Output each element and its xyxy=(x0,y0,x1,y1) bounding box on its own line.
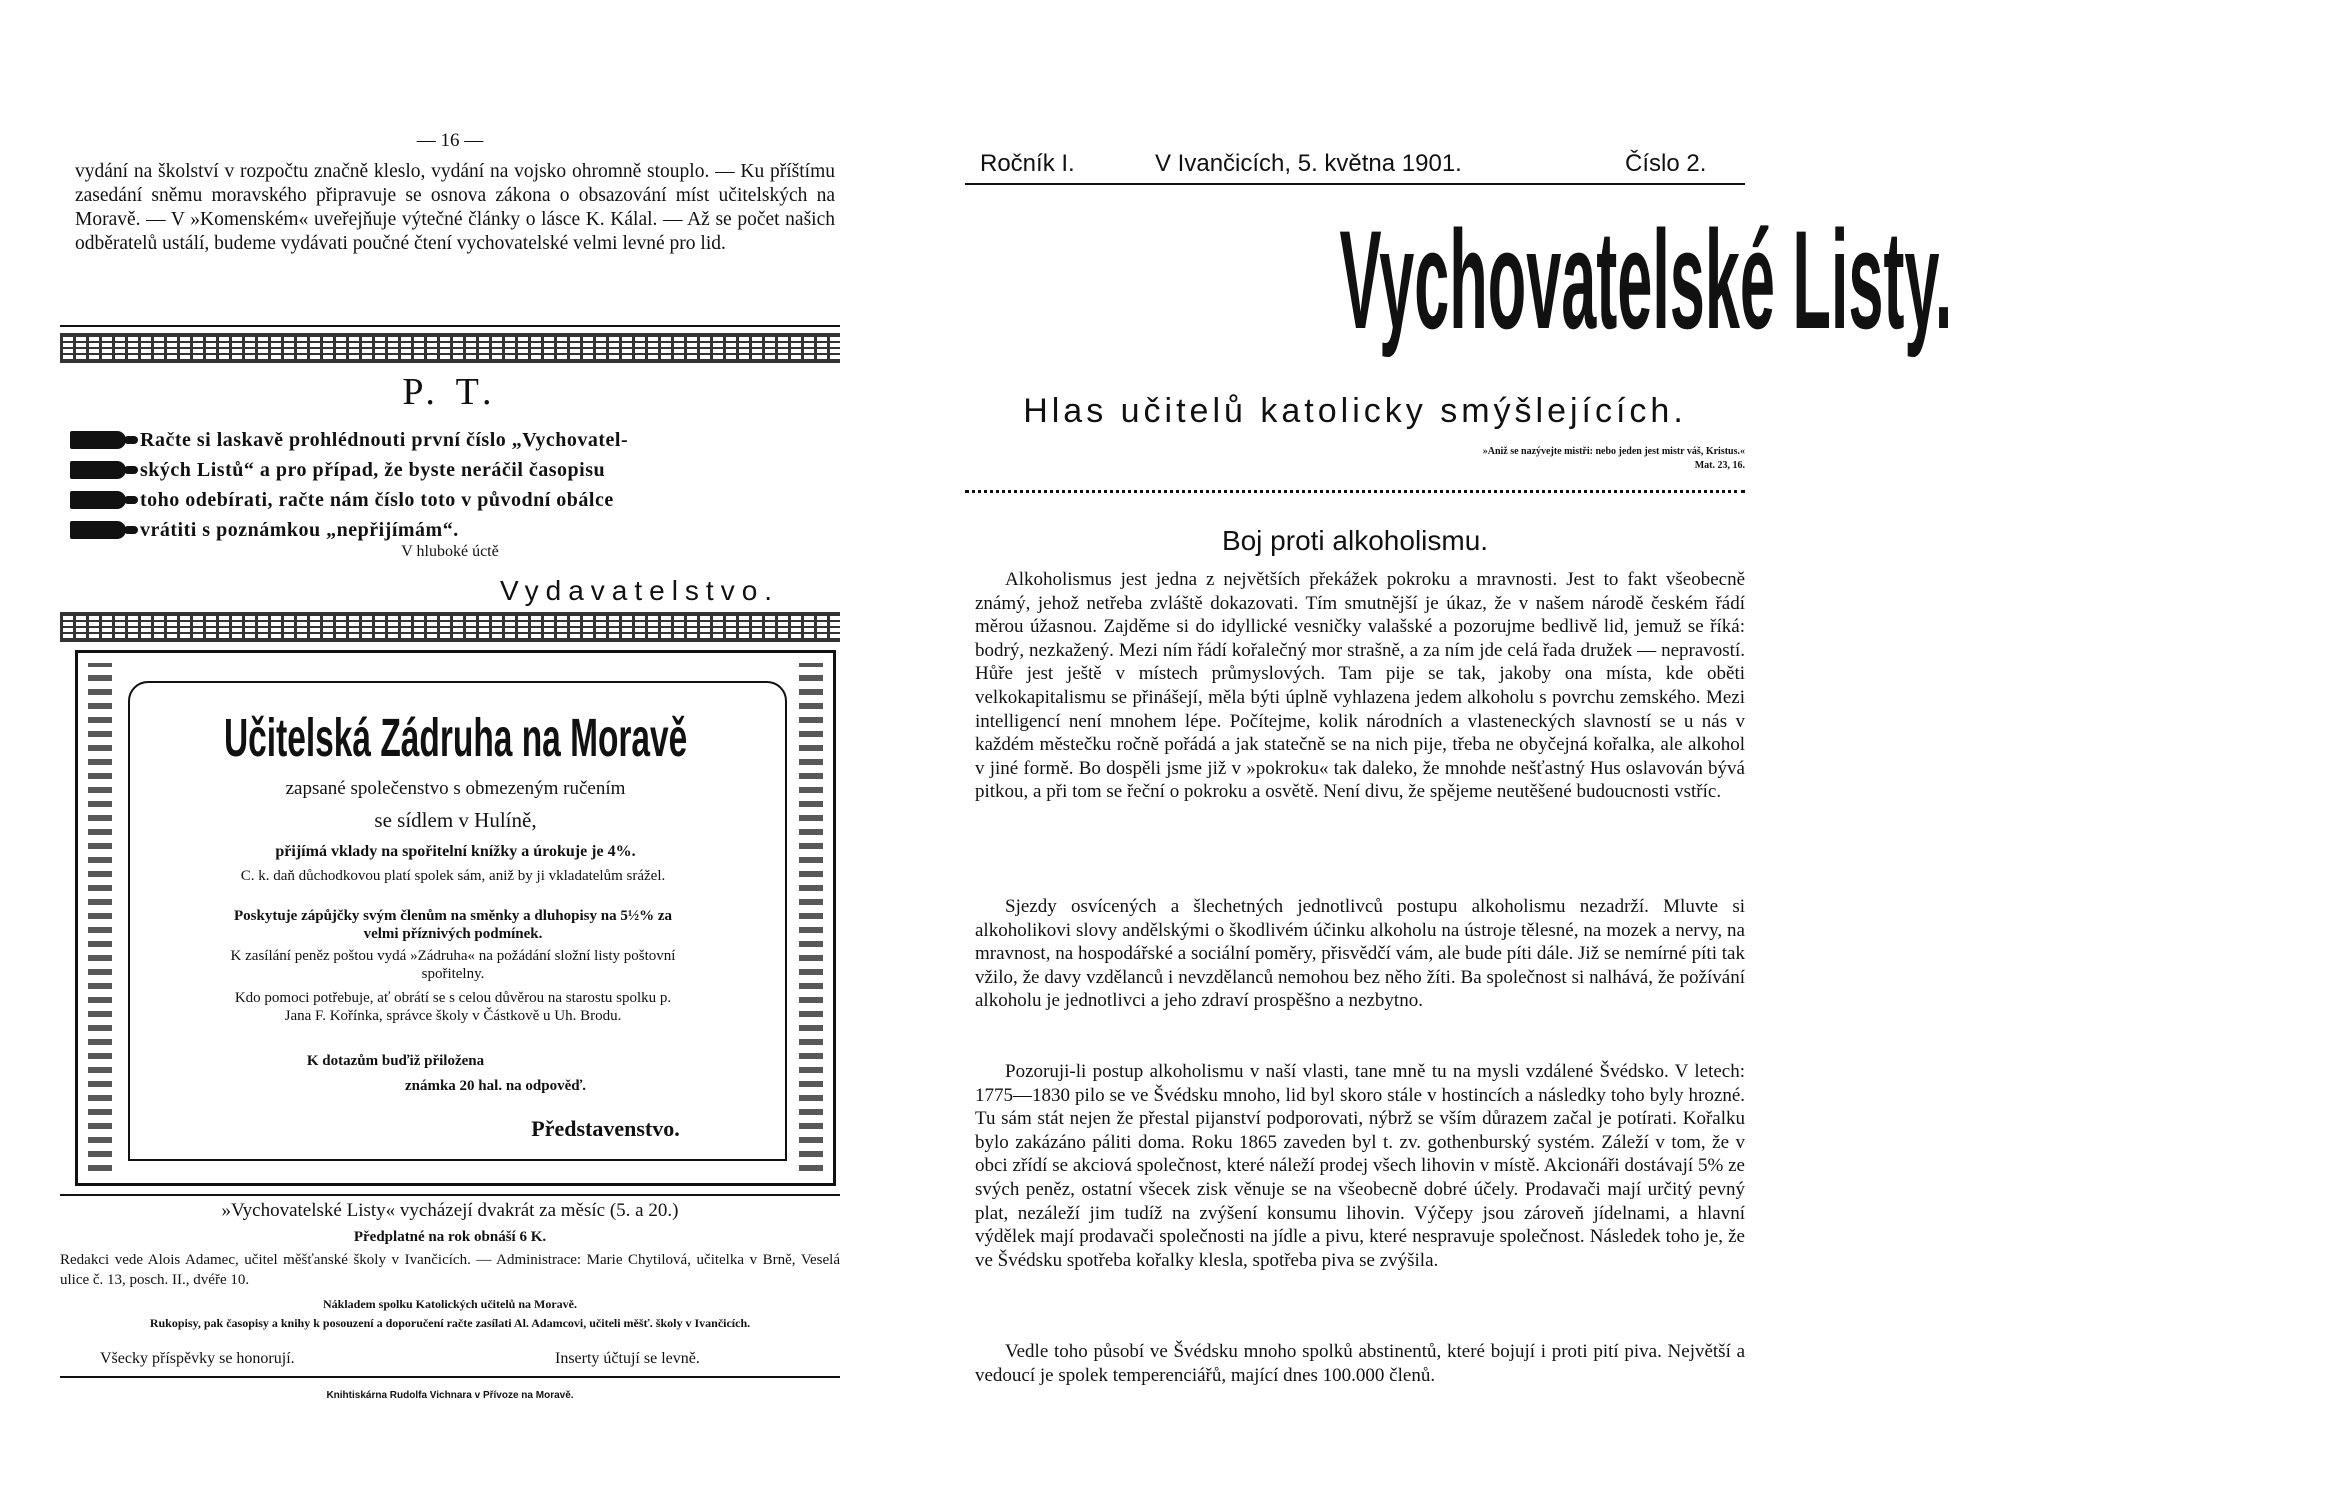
footer-line: Redakci vede Alois Adamec, učitel měšťanské školy v Ivančicích. — Administrace: Marie Chytilová, učitelka v Brně, Veselá ulice č. 13, posch. II., dvéře 10. xyxy=(60,1252,840,1288)
footer-line: Všecky příspěvky se honorují. xyxy=(100,1350,295,1367)
ad-line: Kdo pomoci potřebuje, ať obrátí se s celou důvěrou na starostu spolku p. Jana F. Kořínka, správce školy v Částkově u Uh. Brodu. xyxy=(234,990,672,1024)
pointing-hand-icon xyxy=(70,521,126,539)
masthead-subtitle: Hlas učitelů katolicky smýšlejících. xyxy=(1023,392,1687,430)
footer-line: Předplatné na rok obnáší 6 K. xyxy=(353,1229,547,1245)
footer-line: »Vychovatelské Listy« vycházejí dvakrát za měsíc (5. a 20.) xyxy=(221,1200,679,1221)
intro-paragraph: vydání na školství v rozpočtu značně kleslo, vydání na vojsko ohromně stouplo. — Ku příštímu zasedání sněmu moravského připravuje se osnova zákona o obsazování míst učitelských na Moravě. — V »Komenském« uveřejňuje výtečné články o lásce K. Kálal. — Až se počet našich odběratelů ustálí, budeme vydávati poučné čtení vychovatelské velmi levné pro lid. xyxy=(75,161,835,254)
page-number: — 16 — xyxy=(416,130,484,151)
pointing-hand-icon xyxy=(70,491,126,509)
ad-line: přijímá vklady na spořitelní knížky a úrokuje je 4%. xyxy=(275,843,636,860)
header-rule xyxy=(965,183,1745,185)
ad-line: známka 20 hal. na odpověď. xyxy=(404,1078,587,1094)
ad-line: se sídlem v Hulíně, xyxy=(374,808,537,832)
ad-title: Učitelská Zádruha na Moravě xyxy=(223,708,688,768)
issue-header xyxy=(965,150,1745,182)
ad-line: C. k. daň důchodkovou platí spolek sám, aniž by ji vkladatelům srážel. xyxy=(240,868,666,884)
printer-line: Knihtiskárna Rudolfa Vichnara v Přívoze na Moravě. xyxy=(326,1390,574,1401)
dotted-rule xyxy=(965,490,1745,493)
divider-rule xyxy=(60,325,840,327)
ad-line: K zasílání peněz poštou vydá »Zádruha« na požádání složní listy poštovní spořitelny. xyxy=(230,948,676,982)
notice-line: toho odebírati, račte nám číslo toto v původní obálce xyxy=(70,485,840,515)
notice-heading: P. T. xyxy=(402,371,498,413)
pointing-hand-icon xyxy=(70,461,126,479)
notice-line: Račte si laskavě prohlédnouti první číslo „Vychovatel- xyxy=(70,425,840,455)
notice-line: vrátiti s poznámkou „nepřijímám“. xyxy=(70,515,840,545)
divider-rule xyxy=(60,1194,840,1196)
footer-line: Nákladem spolku Katolických učitelů na Moravě. xyxy=(322,1297,577,1311)
footer-line: Rukopisy, pak časopisy a knihy k posouzení a doporučení račte zasílati Al. Adamcovi, učiteli měšť. školy v Ivančicích. xyxy=(149,1316,751,1330)
notice-line: ských Listů“ a pro případ, že byste neráčil časopisu xyxy=(70,455,840,485)
place-date: V Ivančicích, 5. května 1901. xyxy=(1155,150,1462,177)
article-paragraph: Alkoholismus jest jedna z největších překážek pokroku a mravnosti. Jest to fakt všeobecně známý, jehož netřeba zvláště dokazovati. Tím smutnější je úkaz, že v našem národě českém řádí měrou úžasnou. Zajděme si do idyllické vesničky valašské a pozorujme bedlivě lid, jemuž se říká: bodrý, nezkažený. Mezi ním řádí kořalečný mor strašně, a za ním jde celá řada družek — nepravostí. Hůře jest ještě v místech průmyslových. Tam pije se tak, jakoby ona místa, kde oběti velkokapitalismu se přinášejí, měla býti úplně vyhlazena jedem alkoholu s povrchu zemského. Mezi intelligencí není mnohem lépe. Počítejme, kolik národních a vlasteneckých slavností se u nás v každém městečku ročně pořádá a jak statečně se na nich pije, třeba ne obyčejná kořalka, ale alkohol v jiné formě. Bo dospěli jsme již v »pokroku« tak daleko, že mnohde nešťastný Hus oslavován bývá pitkou, a při tom se řeční o pokroku a osvětě. Není divu, že spějeme neutěšené budoucnosti vstříc. xyxy=(975,569,1745,803)
article-paragraph: Vedle toho působí ve Švédsku mnoho spolků abstinentů, které bojují i proti pití piva. Největší a vedoucí je spolek temperenciářů, mající dnes 100.000 členů. xyxy=(975,1341,1745,1386)
divider-rule xyxy=(60,1376,840,1378)
article-paragraph: Pozoruji-li postup alkoholismu v naší vlasti, tane mně tu na mysli vzdálené Švédsko. V letech: 1775—1830 pilo se ve Švédsku mnoho, lid byl skoro stále v hostincích a následky toho byly hrozné. Tu sám stát nejen že přestal pijanství podporovati, nýbrž se vším důrazem začal je potírati. Kořalku bylo zakázáno páliti doma. Roku 1865 zaveden byl t. zv. gothenburský systém. Záleží v tom, že v obci zřídí se akciová společnost, které náleží prodej všech lihovin v místě. Akcionáři dostávají 5% ze svých peněz, ostatní všecek zisk věnuje se na všeobecně dobré účely. Prodavači mají určitý pevný plat, nezáleží jim tudíž na zvýšení konsumu lihovin. Výčepy jsou zároveň jídelnami, a hlavní výdělek mají prodavači společnosti na jídle a pivu, které nespravuje společnost. Následek toho je, že ve Švédsku spotřeba kořalky klesla, spotřeba piva se zvýšila. xyxy=(975,1061,1745,1271)
ad-line: K dotazům buďiž přiložena xyxy=(306,1053,485,1069)
ornament-border xyxy=(60,333,840,363)
ornament-border xyxy=(60,612,840,642)
masthead-title: Vychovatelské Listy. xyxy=(1339,201,1953,358)
notice-closing: V hluboké úctě xyxy=(401,543,499,560)
ad-line: Poskytuje zápůjčky svým členům na směnky a dluhopisy na 5½% za velmi příznivých podmínek. xyxy=(234,908,672,942)
motto: »Aniž se nazývejte mistři: nebo jeden jest mistr váš, Kristus.« Mat. 23, 16. xyxy=(1482,446,1745,471)
issue-number: Číslo 2. xyxy=(1625,150,1707,177)
ad-signature: Představenstvo. xyxy=(531,1116,680,1141)
advertisement-box xyxy=(75,650,836,1186)
article-paragraph: Sjezdy osvícených a šlechetných jednotlivců postupu alkoholismu nezadrží. Mluvte si alkoholikovi slovy andělskými o škodlivém účinku alkoholu na ústroje tělesné, na mozek a nervy, na mravnost, na hospodářské a sociální poměry, přisvědčí vám, ale bude píti dále. Již se nemírné píti tak vžilo, že davy vzdělanců i nevzdělanců nemohou bez něho žíti. Ba společnost si nalhává, že požívání alkoholu je jednotlivci a jeho zdraví prospěšno a nezbytno. xyxy=(975,896,1745,1012)
footer-line: Inserty účtují se levně. xyxy=(555,1350,700,1367)
notice-lines xyxy=(70,425,840,545)
article-title: Boj proti alkoholismu. xyxy=(1221,525,1489,556)
volume-label: Ročník I. xyxy=(980,150,1075,177)
ad-line: zapsané společenstvo s obmezeným ručením xyxy=(285,778,626,799)
pointing-hand-icon xyxy=(70,431,126,449)
notice-signature: Vydavatelstvo. xyxy=(500,575,780,606)
